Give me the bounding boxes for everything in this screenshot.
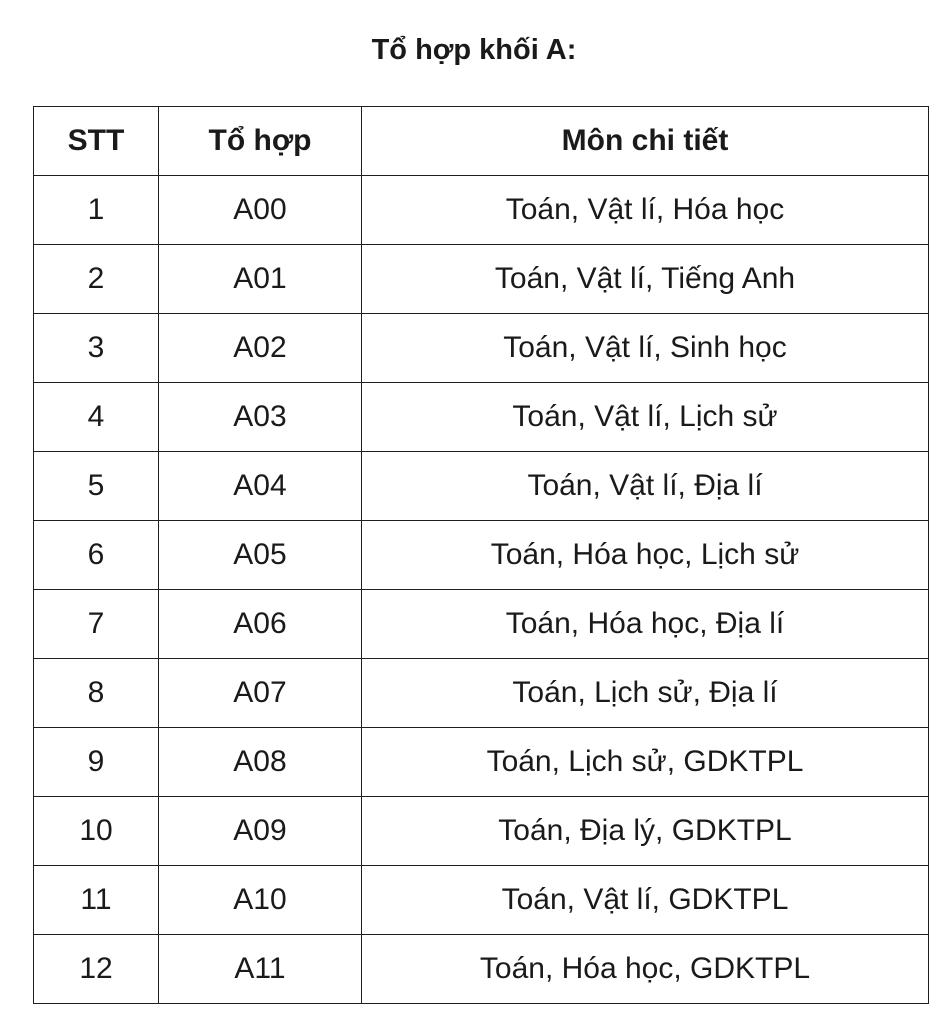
cell-code: A07 xyxy=(159,659,362,728)
cell-code: A11 xyxy=(159,935,362,1004)
cell-stt: 7 xyxy=(34,590,159,659)
table-row xyxy=(34,452,929,521)
cell-stt: 1 xyxy=(34,176,159,245)
cell-code: A09 xyxy=(159,797,362,866)
cell-subjects: Toán, Hóa học, Lịch sử xyxy=(362,521,929,590)
cell-code: A02 xyxy=(159,314,362,383)
header-combination: Tổ hợp xyxy=(159,107,362,176)
table-header-row xyxy=(34,107,929,176)
cell-code: A05 xyxy=(159,521,362,590)
cell-stt: 10 xyxy=(34,797,159,866)
cell-stt: 12 xyxy=(34,935,159,1004)
page-title: Tổ hợp khối A: xyxy=(371,34,577,66)
cell-stt: 9 xyxy=(34,728,159,797)
table-row xyxy=(34,245,929,314)
cell-subjects: Toán, Vật lí, Hóa học xyxy=(362,176,929,245)
cell-stt: 11 xyxy=(34,866,159,935)
cell-subjects: Toán, Vật lí, Sinh học xyxy=(362,314,929,383)
cell-code: A10 xyxy=(159,866,362,935)
cell-code: A04 xyxy=(159,452,362,521)
cell-subjects: Toán, Vật lí, GDKTPL xyxy=(362,866,929,935)
table-row xyxy=(34,659,929,728)
cell-subjects: Toán, Địa lý, GDKTPL xyxy=(362,797,929,866)
cell-stt: 2 xyxy=(34,245,159,314)
cell-subjects: Toán, Vật lí, Tiếng Anh xyxy=(362,245,929,314)
table-row xyxy=(34,521,929,590)
table-row xyxy=(34,314,929,383)
header-stt: STT xyxy=(34,107,159,176)
table-row xyxy=(34,383,929,452)
cell-code: A01 xyxy=(159,245,362,314)
combination-table xyxy=(33,106,929,1004)
cell-subjects: Toán, Hóa học, GDKTPL xyxy=(362,935,929,1004)
cell-stt: 8 xyxy=(34,659,159,728)
table-row xyxy=(34,866,929,935)
table-row xyxy=(34,935,929,1004)
cell-code: A03 xyxy=(159,383,362,452)
header-subjects: Môn chi tiết xyxy=(362,107,929,176)
table-row xyxy=(34,797,929,866)
cell-stt: 5 xyxy=(34,452,159,521)
table-row xyxy=(34,728,929,797)
cell-code: A00 xyxy=(159,176,362,245)
cell-stt: 4 xyxy=(34,383,159,452)
table-row xyxy=(34,590,929,659)
cell-subjects: Toán, Hóa học, Địa lí xyxy=(362,590,929,659)
cell-subjects: Toán, Lịch sử, Địa lí xyxy=(362,659,929,728)
cell-stt: 3 xyxy=(34,314,159,383)
cell-subjects: Toán, Vật lí, Địa lí xyxy=(362,452,929,521)
cell-subjects: Toán, Vật lí, Lịch sử xyxy=(362,383,929,452)
cell-stt: 6 xyxy=(34,521,159,590)
cell-code: A06 xyxy=(159,590,362,659)
table-row xyxy=(34,176,929,245)
cell-subjects: Toán, Lịch sử, GDKTPL xyxy=(362,728,929,797)
cell-code: A08 xyxy=(159,728,362,797)
